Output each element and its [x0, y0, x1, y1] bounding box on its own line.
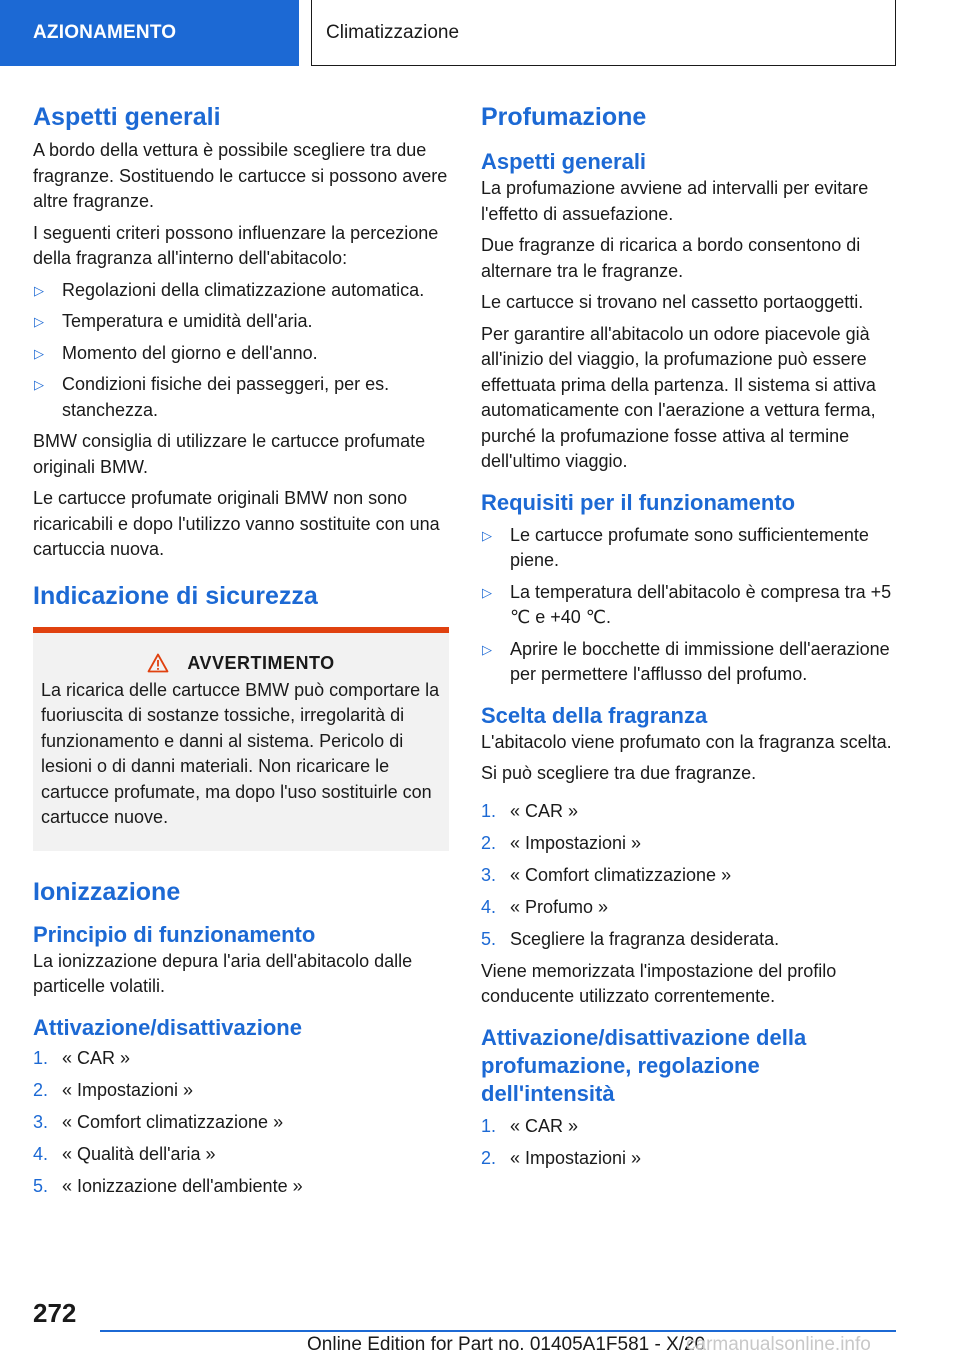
- edition-text: Online Edition for Part no. 01405A1F581 - X/20: [307, 1334, 706, 1355]
- step-item: 3. « Comfort climatizzazione »: [33, 1111, 284, 1132]
- warning-title: AVVERTIMENTO: [41, 653, 441, 674]
- watermark: carmanualsonline.info: [686, 1334, 871, 1355]
- step-item: 1. « CAR »: [481, 1115, 579, 1136]
- page-number: 272: [33, 1298, 77, 1328]
- warning-text: La ricarica delle cartucce BMW può comportare la fuoriuscita di sostanze tossiche, irregolarità di funzionamento e danni al sistema. Pericolo di lesioni o di danni materiali. Non ricaricare le cartucce profumate, ma dopo l'uso sostituirle con cartucce nuove.: [41, 679, 440, 827]
- fragrance-steps: [481, 799, 897, 953]
- general-paragraph: Le cartucce profumate originali BMW non sono ricaricabili e dopo l'utilizzo vanno sostituite con una cartuccia nuova.: [33, 488, 440, 559]
- general-paragraph: BMW consiglia di utilizzare le cartucce profumate originali BMW.: [33, 431, 426, 477]
- triangle-bullet-icon: ▷: [34, 314, 44, 329]
- list-item: ▷ Le cartucce profumate sono sufficientemente piene.: [482, 524, 869, 570]
- activation-steps: [33, 1046, 449, 1200]
- perfume-paragraph: La profumazione avviene ad intervalli per evitare l'effetto di assuefazione.: [481, 178, 869, 224]
- requirements-heading: Requisiti per il funzionamento: [481, 489, 796, 515]
- triangle-bullet-icon: ▷: [482, 527, 492, 543]
- triangle-bullet-icon: ▷: [34, 345, 44, 361]
- fragrance-heading: Scelta della fragranza: [481, 702, 708, 728]
- perfume-paragraph: Le cartucce si trovano nel cassetto portaoggetti.: [481, 292, 864, 312]
- perfume-paragraph: Due fragranze di ricarica a bordo consentono di alternare tra le fragranze.: [481, 235, 861, 281]
- list-item: ▷ Condizioni fisiche dei passeggeri, per es. stanchezza.: [34, 374, 390, 420]
- fragrance-paragraph: Viene memorizzata l'impostazione del profilo conducente utilizzato correntemente.: [481, 960, 837, 1006]
- chapter-title: Climatizzazione: [311, 0, 896, 66]
- intensity-heading: Attivazione/disattivazione della profumazione, regolazione dell'intensità: [481, 1024, 807, 1106]
- step-item: 1. « CAR »: [481, 800, 579, 821]
- general-paragraph: A bordo della vettura è possibile scegliere tra due fragranze. Sostituendo le cartucce si possono avere altre fragranze.: [33, 140, 448, 211]
- section-tab: AZIONAMENTO: [0, 0, 299, 66]
- triangle-bullet-icon: ▷: [482, 584, 492, 600]
- step-item: 2. « Impostazioni »: [481, 1147, 642, 1168]
- safety-heading: Indicazione di sicurezza: [33, 581, 318, 610]
- warning-triangle-icon: [147, 653, 169, 673]
- ionization-heading: Ionizzazione: [33, 877, 181, 906]
- triangle-bullet-icon: ▷: [34, 282, 44, 298]
- step-item: 2. « Impostazioni »: [33, 1079, 194, 1100]
- list-item: ▷ Momento del giorno e dell'anno.: [33, 341, 449, 367]
- general-heading: Aspetti generali: [33, 103, 221, 131]
- right-column: [481, 100, 897, 1178]
- step-item: 1. « CAR »: [33, 1047, 131, 1068]
- list-item: ▷ La temperatura dell'abitacolo è compresa tra +5 ℃ e +40 ℃.: [482, 581, 892, 627]
- step-item: 3. « Comfort climatizzazione »: [481, 864, 732, 885]
- warning-box: [33, 627, 449, 851]
- triangle-bullet-icon: ▷: [34, 377, 44, 392]
- step-item: 4. « Profumo »: [481, 896, 609, 917]
- step-item: 5. Scegliere la fragranza desiderata.: [481, 928, 780, 949]
- triangle-bullet-icon: ▷: [482, 641, 492, 657]
- fragrance-paragraph: Si può scegliere tra due fragranze.: [481, 763, 757, 783]
- principle-text: La ionizzazione depura l'aria dell'abitacolo dalle particelle volatili.: [33, 950, 413, 996]
- step-item: 4. « Qualità dell'aria »: [33, 1143, 216, 1164]
- list-item: ▷ Temperatura e umidità dell'aria.: [33, 309, 449, 335]
- list-item: ▷ Regolazioni della climatizzazione automatica.: [33, 278, 449, 304]
- requirements-list: [481, 523, 897, 688]
- fragrance-paragraph: L'abitacolo viene profumato con la fragranza scelta.: [481, 731, 892, 752]
- step-item: 2. « Impostazioni »: [481, 832, 642, 853]
- intensity-steps: [481, 1114, 897, 1172]
- left-column: [33, 100, 449, 1206]
- perfume-paragraph: Per garantire all'abitacolo un odore piacevole già all'inizio del viaggio, la profumazione può essere effettuata prima della partenza. Il sistema si attiva automaticamente con l'aerazione a vettura ferma, purché la profumazione fosse attiva al termine dell'ultimo viaggio.: [481, 323, 876, 471]
- criteria-list: [33, 278, 449, 424]
- step-item: 5. « Ionizzazione dell'ambiente »: [33, 1175, 303, 1196]
- list-item: ▷ Aprire le bocchette di immissione dell'aerazione per permettere l'afflusso del profumo.: [482, 638, 890, 684]
- perfume-heading: Profumazione: [481, 103, 647, 131]
- activation-heading: Attivazione/disattivazione: [33, 1014, 302, 1040]
- principle-heading: Principio di funzionamento: [33, 921, 316, 947]
- general-paragraph: I seguenti criteri possono influenzare la percezione della fragranza all'interno dell'abitacolo:: [33, 222, 439, 268]
- general-subheading: Aspetti generali: [481, 149, 647, 174]
- footer-divider: [100, 1330, 896, 1332]
